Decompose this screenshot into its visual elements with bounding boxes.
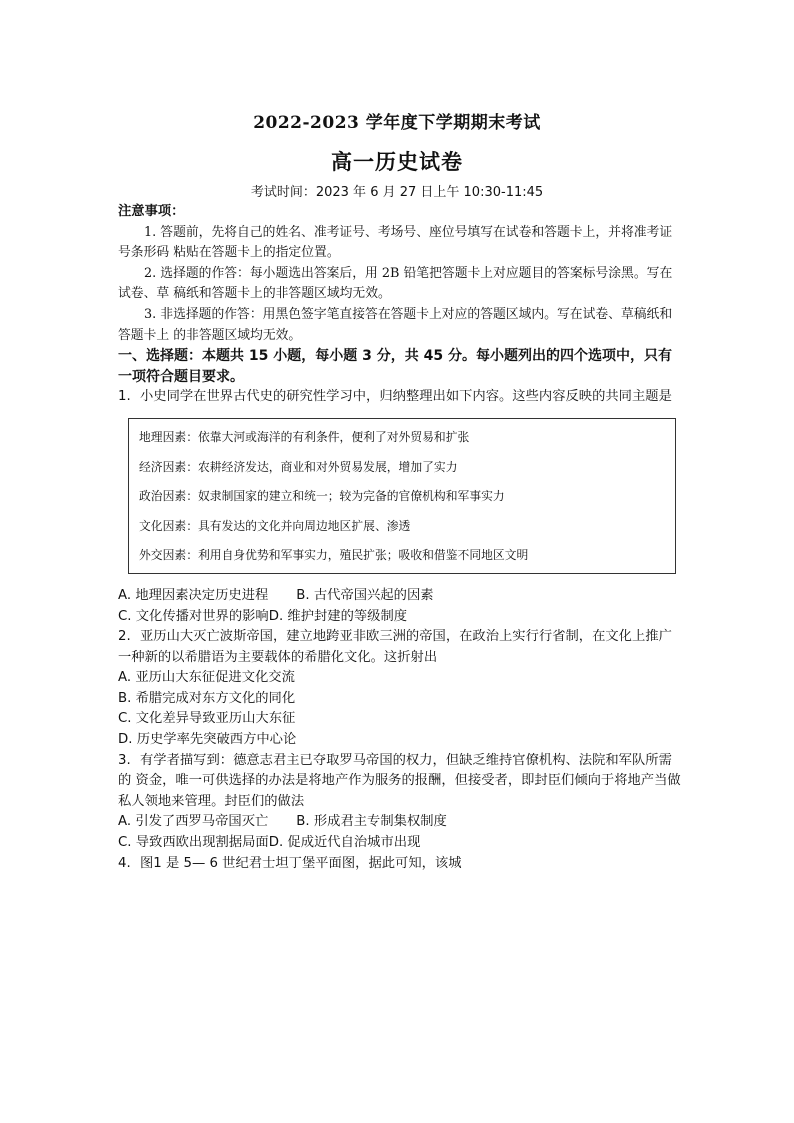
question-4 xyxy=(118,854,684,875)
option-cd: C. 导致西欧出现割据局面D. 促成近代自治城市出现 xyxy=(118,835,421,851)
question-number: 2. xyxy=(118,629,131,645)
question-stem: 小史同学在世界古代史的研究性学习中，归纳整理出如下内容。这些内容反映的共同主题是 xyxy=(140,389,672,405)
option-a: A. 亚历山大东征促进文化交流 xyxy=(118,670,295,686)
question-3 xyxy=(118,751,684,813)
question-1 xyxy=(118,387,684,408)
option-b: B. 希腊完成对东方文化的同化 xyxy=(118,690,296,706)
table-row: 经济因素：农耕经济发达，商业和对外贸易发展，增加了实力 xyxy=(139,459,458,474)
notice-heading: 注意事项： xyxy=(118,204,185,219)
option-row xyxy=(118,812,684,833)
table-row: 地理因素：依靠大河或海洋的有利条件，便利了对外贸易和扩张 xyxy=(139,429,470,444)
notice-item-3: 3. 非选择题的作答：用黑色签字笔直接答在答题卡上对应的答题区域内。写在试卷、草稿纸和答题卡上 的非答题区域均无效。 xyxy=(118,306,673,343)
option-b: B. 古代帝国兴起的因素 xyxy=(296,587,434,603)
table-row: 外交因素：利用自身优势和军事实力，殖民扩张；吸收和借鉴不同地区文明 xyxy=(139,548,529,563)
notice-item-1: 1. 答题前，先将自己的姓名、准考证号、考场号、座位号填写在试卷和答题卡上，并将准考证号条形码 粘贴在答题卡上的指定位置。 xyxy=(118,224,673,261)
notice-item-2: 2. 选择题的作答：每小题选出答案后，用 2B 铅笔把答题卡上对应题目的答案标号涂黑。写在试卷、草 稿纸和答题卡上的非答题区域均无效。 xyxy=(118,265,673,302)
exam-title: 2022-2023 学年度下学期期末考试 xyxy=(253,113,541,133)
question-stem: 图1 是 5— 6 世纪君士坦丁堡平面图，据此可知，该城 xyxy=(140,855,462,871)
question-stem: 亚历山大灭亡波斯帝国，建立地跨亚非欧三洲的帝国，在政治上实行行省制，在文化上推广一种新的以希腊语为主要载体的希腊化文化。这折射出 xyxy=(118,629,672,665)
question-number: 4. xyxy=(118,855,131,871)
question-number: 1. xyxy=(118,389,131,405)
exam-time: 考试时间：2023 年 6 月 27 日上午 10:30-11:45 xyxy=(250,185,544,200)
subject-title: 高一历史试卷 xyxy=(331,149,463,174)
factor-table xyxy=(128,418,676,574)
option-a: A. 地理因素决定历史进程 xyxy=(118,587,269,603)
option-b: B. 形成君主专制集权制度 xyxy=(296,814,447,830)
question-stem: 有学者描写到：德意志君主已夺取罗马帝国的权力，但缺乏维持官僚机构、法院和军队所需的 资金，唯一可供选择的办法是将地产作为服务的报酬，但接受者，即封臣们倾向于将地产当做私人领地来管理。封臣们的做法 xyxy=(118,752,681,809)
option-cd: C. 文化传播对世界的影响D. 维护封建的等级制度 xyxy=(118,608,408,624)
question-number: 3. xyxy=(118,752,131,768)
option-c: C. 文化差异导致亚历山大东征 xyxy=(118,711,296,727)
option-a: A. 引发了西罗马帝国灭亡 xyxy=(118,814,269,830)
option-d: D. 历史学率先突破西方中心论 xyxy=(118,732,297,748)
exam-body xyxy=(118,202,684,874)
table-row: 文化因素：具有发达的文化并向周边地区扩展、渗透 xyxy=(139,518,411,533)
section-heading: 一、选择题：本题共 15 小题，每小题 3 分，共 45 分。每小题列出的四个选项中，只有一项符合题目要求。 xyxy=(118,348,672,385)
question-2 xyxy=(118,627,684,668)
table-row: 政治因素：奴隶制国家的建立和统一；较为完备的官僚机构和军事实力 xyxy=(139,489,505,504)
option-row xyxy=(118,586,684,607)
